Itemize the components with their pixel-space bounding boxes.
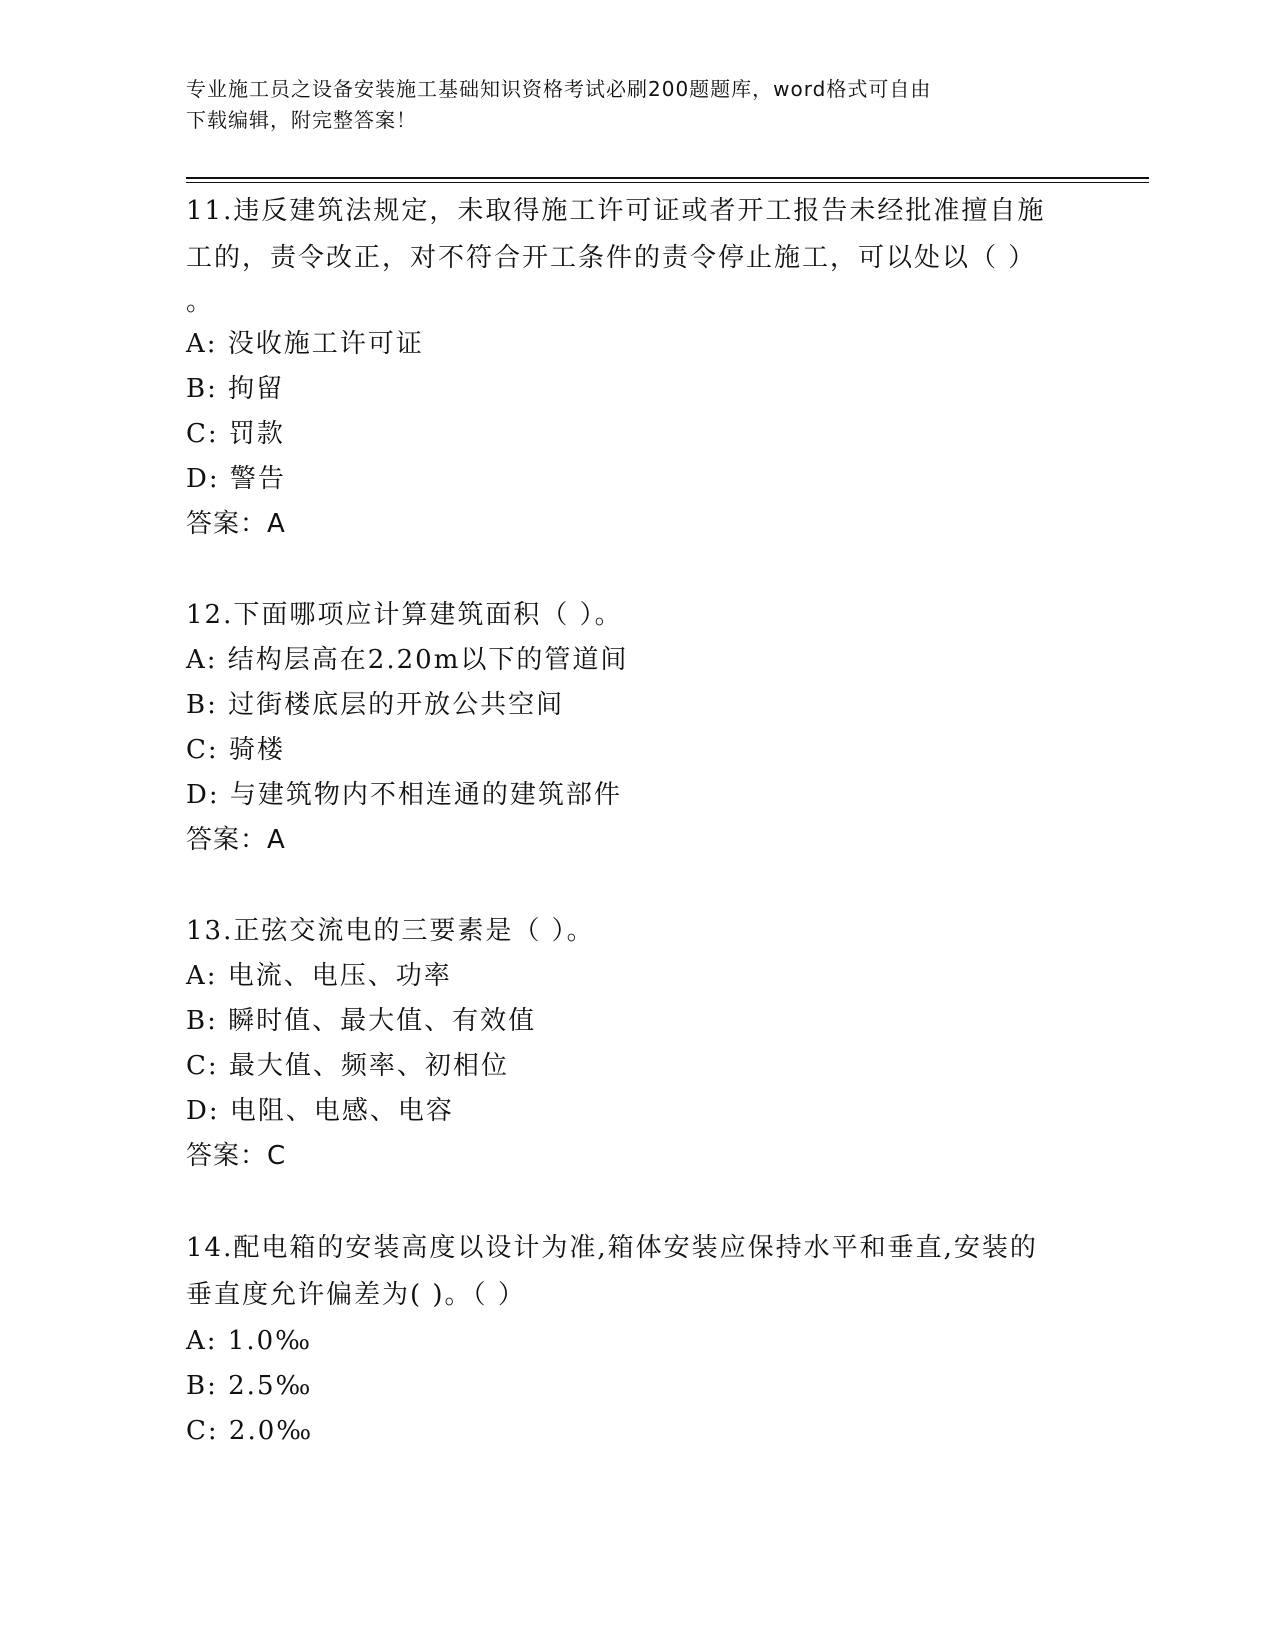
question-stem-line: 工的，责令改正，对不符合开工条件的责令停止施工，可以处以（ ） — [186, 243, 1037, 273]
option-b: B: 瞬时值、最大值、有效值 — [186, 1006, 537, 1036]
question-stem-line: 14.配电箱的安装高度以设计为准,箱体安装应保持水平和垂直,安装的 — [186, 1233, 1038, 1263]
option-c: C: 骑楼 — [186, 735, 285, 765]
spacer — [186, 863, 1086, 909]
option-a: A: 没收施工许可证 — [186, 329, 424, 359]
option-c: C: 最大值、频率、初相位 — [186, 1051, 509, 1081]
option-c: C: 罚款 — [186, 419, 285, 449]
document-header — [186, 74, 1086, 136]
question-stem-line: 12.下面哪项应计算建筑面积（ ）。 — [186, 600, 623, 630]
question-stem-line: 11.违反建筑法规定，未取得施工许可证或者开工报告未经批准擅自施 — [186, 196, 1046, 226]
option-d: D: 电阻、电感、电容 — [186, 1096, 454, 1126]
option-b: B: 拘留 — [186, 374, 285, 404]
spacer — [186, 1179, 1086, 1225]
header-line-2: 下载编辑，附完整答案！ — [186, 108, 417, 132]
header-divider-thin — [186, 182, 1149, 183]
option-a: A: 结构层高在2.20m以下的管道间 — [186, 645, 629, 675]
answer-label: 答案：A — [186, 825, 286, 855]
option-d: D: 警告 — [186, 464, 286, 494]
question-stem-line: 垂直度允许偏差为( )。（ ） — [186, 1280, 526, 1310]
header-line-1: 专业施工员之设备安装施工基础知识资格考试必刷200题题库，word格式可自由 — [186, 77, 932, 101]
option-b: B: 过街楼底层的开放公共空间 — [186, 690, 565, 720]
question-list — [186, 188, 1086, 1454]
option-a: A: 电流、电压、功率 — [186, 961, 452, 991]
header-divider-thick — [186, 177, 1149, 179]
question-13 — [186, 909, 1086, 1179]
answer-label: 答案：A — [186, 509, 286, 539]
option-d: D: 与建筑物内不相连通的建筑部件 — [186, 780, 622, 810]
option-b: B: 2.5‰ — [186, 1371, 313, 1401]
question-12 — [186, 593, 1086, 863]
question-11 — [186, 188, 1086, 547]
answer-label: 答案：C — [186, 1141, 287, 1171]
question-stem-line: 13.正弦交流电的三要素是（ ）。 — [186, 916, 595, 946]
question-14 — [186, 1225, 1086, 1454]
spacer — [186, 547, 1086, 593]
option-c: C: 2.0‰ — [186, 1416, 314, 1446]
option-a: A: 1.0‰ — [186, 1326, 313, 1356]
question-stem-line: 。 — [186, 287, 215, 317]
